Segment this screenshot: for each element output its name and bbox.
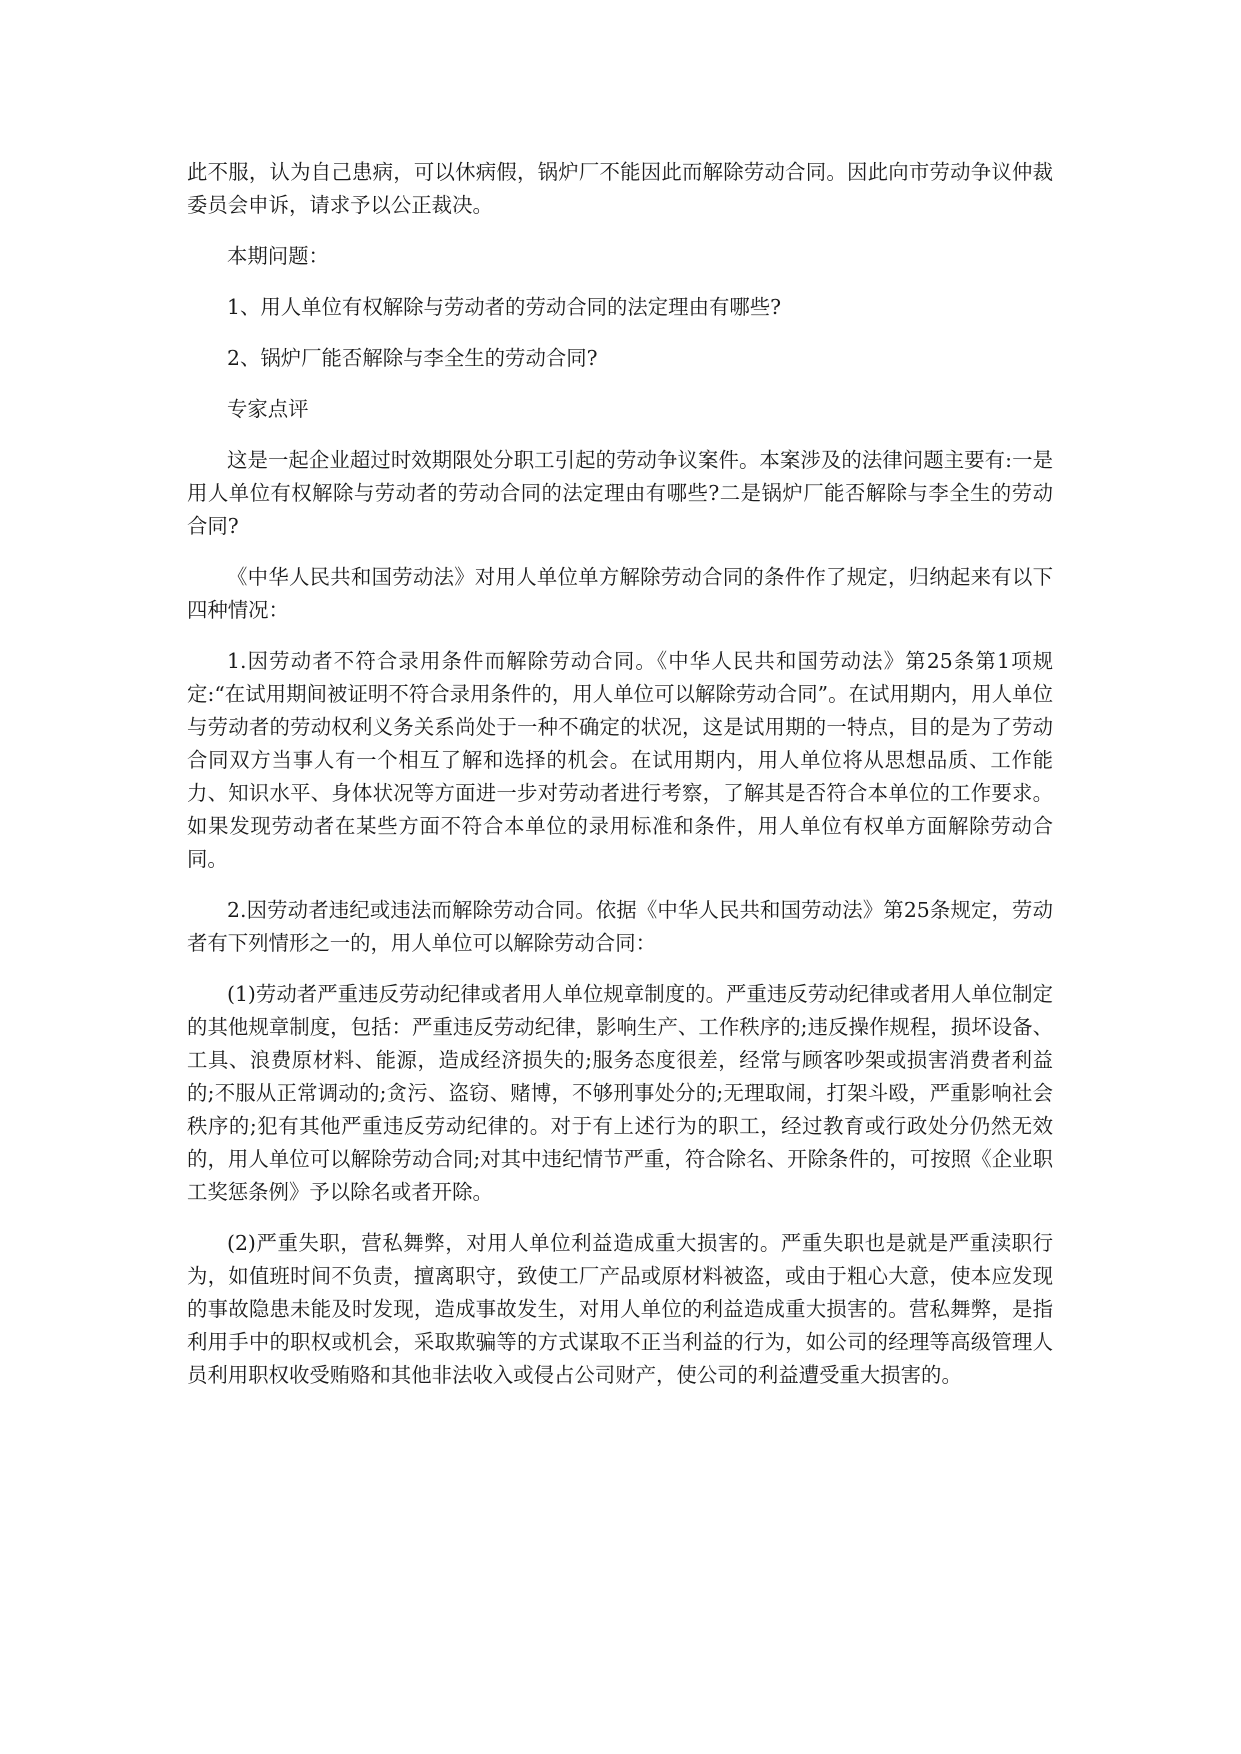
question-1: 1、用人单位有权解除与劳动者的劳动合同的法定理由有哪些? [227, 295, 782, 319]
paragraph-condition-2: 2.因劳动者违纪或违法而解除劳动合同。依据《中华人民共和国劳动法》第25条规定，劳动者有下列情形之一的，用人单位可以解除劳动合同： [187, 898, 1053, 955]
expert-review-heading: 专家点评 [227, 397, 309, 421]
paragraph-item-1: (1)劳动者严重违反劳动纪律或者用人单位规章制度的。严重违反劳动纪律或者用人单位制定的其他规章制度，包括：严重违反劳动纪律，影响生产、工作秩序的;违反操作规程，损坏设备、工具、浪费原材料、能源，造成经济损失的;服务态度很差，经常与顾客吵架或损害消费者利益的;不服从正常调动的;贪污、盗窃、赌博，不够刑事处分的;无理取闹，打架斗殴，严重影响社会秩序的;犯有其他严重违反劳动纪律的。对于有上述行为的职工，经过教育或行政处分仍然无效的，用人单位可以解除劳动合同;对其中违纪情节严重，符合除名、开除条件的，可按照《企业职工奖惩条例》予以除名或者开除。 [187, 982, 1053, 1204]
paragraph-condition-1: 1.因劳动者不符合录用条件而解除劳动合同。《中华人民共和国劳动法》第25条第1项规定:“在试用期间被证明不符合录用条件的，用人单位可以解除劳动合同”。在试用期内，用人单位与劳动者的劳动权利义务关系尚处于一种不确定的状况，这是试用期的一特点，目的是为了劳动合同双方当事人有一个相互了解和选择的机会。在试用期内，用人单位将从思想品质、工作能力、知识水平、身体状况等方面进一步对劳动者进行考察，了解其是否符合本单位的工作要求。如果发现劳动者在某些方面不符合本单位的录用标准和条件，用人单位有权单方面解除劳动合同。 [187, 649, 1053, 871]
paragraph-item-2: (2)严重失职，营私舞弊，对用人单位利益造成重大损害的。严重失职也是就是严重渎职行为，如值班时间不负责，擅离职守，致使工厂产品或原材料被盗，或由于粗心大意，使本应发现的事故隐患未能及时发现，造成事故发生，对用人单位的利益造成重大损害的。营私舞弊，是指利用手中的职权或机会，采取欺骗等的方式谋取不正当利益的行为，如公司的经理等高级管理人员利用职权收受贿赂和其他非法收入或侵占公司财产，使公司的利益遭受重大损害的。 [187, 1231, 1053, 1387]
question-2: 2、锅炉厂能否解除与李全生的劳动合同? [227, 346, 598, 370]
question-heading: 本期问题： [227, 244, 329, 268]
paragraph-labor-law-intro: 《中华人民共和国劳动法》对用人单位单方解除劳动合同的条件作了规定，归纳起来有以下四种情况： [187, 565, 1053, 622]
paragraph-case-summary: 这是一起企业超过时效期限处分职工引起的劳动争议案件。本案涉及的法律问题主要有:一是用人单位有权解除与劳动者的劳动合同的法定理由有哪些?二是锅炉厂能否解除与李全生的劳动合同? [187, 448, 1053, 538]
paragraph-continuation: 此不服，认为自己患病，可以休病假，锅炉厂不能因此而解除劳动合同。因此向市劳动争议仲裁委员会申诉，请求予以公正裁决。 [187, 160, 1053, 217]
document-body [187, 156, 1053, 1410]
